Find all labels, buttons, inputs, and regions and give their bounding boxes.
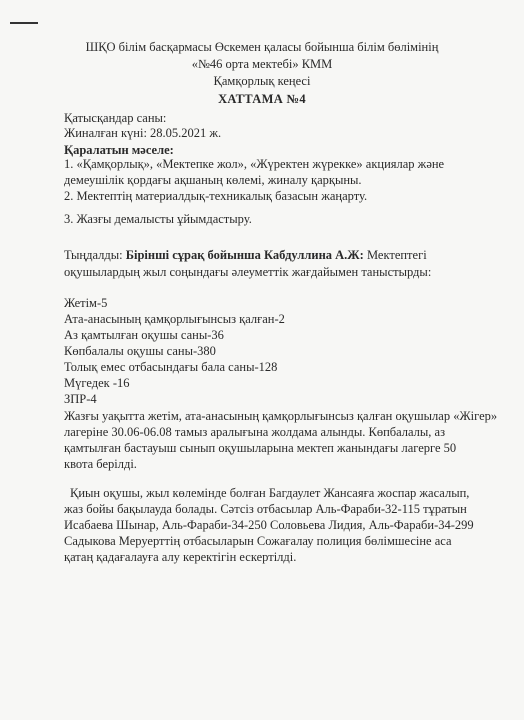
stat-item: Көпбалалы оқушы саны-380: [64, 344, 216, 358]
document-title: ХАТТАМА №4: [218, 92, 306, 106]
listened-label: Тыңдалды:: [64, 248, 126, 262]
header-line-2: «№46 орта мектебі» КММ: [191, 57, 333, 71]
paragraph-1-line: лагеріне 30.06-06.08 тамыз аралығына жолдама алынды. Көпбалалы, аз: [64, 425, 446, 439]
listened-line-1: [64, 248, 427, 263]
agenda-heading: Қаралатын мәселе:: [64, 143, 174, 157]
header-line-1: ШҚО білім басқармасы Өскемен қаласы бойынша білім бөлімінің: [85, 40, 439, 54]
paragraph-2-line: Қиын оқушы, жыл көлемінде болған Багдаулет Жансаяға жоспар жасалып,: [70, 486, 470, 500]
speaker: Бірінші сұрақ бойынша Кабдуллина А.Ж:: [125, 248, 364, 262]
agenda-item-1-line-1: 1. «Қамқорлық», «Мектепке жол», «Жүректен жүрекке» акциялар және: [64, 157, 445, 171]
paragraph-1-line: квота берілді.: [64, 457, 137, 471]
stat-item: Толық емес отбасындағы бала саны-128: [64, 360, 278, 374]
participants: Қатысқандар саны:: [64, 111, 167, 125]
stat-item: ЗПР-4: [64, 392, 97, 406]
agenda-item-3: 3. Жазғы демалысты ұйымдастыру.: [64, 212, 252, 226]
paragraph-2-line: Исабаева Шынар, Аль-Фараби-34-250 Соловьева Лидия, Аль-Фараби-34-299: [64, 518, 474, 532]
stat-item: Мүгедек -16: [64, 376, 130, 390]
paragraph-2-line: қатаң қадағалауға алу керектігін ескертілді.: [64, 550, 297, 564]
stat-item: Ата-анасының қамқорлығынсыз қалған-2: [64, 312, 285, 326]
paragraph-2-line: Садыкова Меруерттің отбасыларын Сожағалау полиция бөлімшесіне аса: [64, 534, 452, 548]
paragraph-1-line: қамтылған бастауыш сынып оқушыларына мектеп жанындағы лагерге 50: [64, 441, 457, 455]
stat-item: Жетім-5: [64, 296, 108, 310]
meeting-date: Жиналған күні: 28.05.2021 ж.: [64, 126, 222, 140]
paragraph-2-line: жаз бойы бақылауда болады. Сәтсіз отбасылар Аль-Фараби-32-115 тұратын: [64, 502, 467, 516]
listened-rest: Мектептегі: [363, 248, 427, 262]
scan-mark: [10, 22, 38, 24]
agenda-item-1-line-2: демеушілік қордағы ақшаның көлемі, жиналу қарқыны.: [64, 173, 362, 187]
paragraph-1-line: Жазғы уақытта жетім, ата-анасының қамқорлығынсыз қалған оқушылар «Жігер»: [64, 409, 498, 423]
agenda-item-2: 2. Мектептің материалдық-техникалық базасын жаңарту.: [64, 189, 368, 203]
stat-item: Аз қамтылған оқушы саны-36: [64, 328, 224, 342]
header-line-3: Қамқорлық кеңесі: [213, 74, 311, 88]
listened-line-2: оқушылардың жыл соңындағы әлеуметтік жағдайымен таныстырды:: [64, 265, 432, 279]
